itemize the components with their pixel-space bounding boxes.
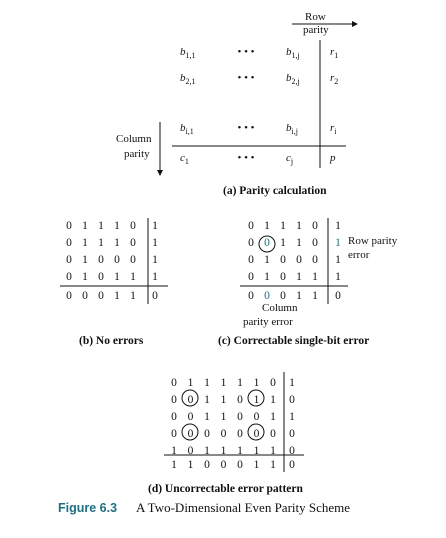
bit-r3c3: 0 [280, 254, 286, 266]
bit-r3c6: 0 [253, 411, 260, 423]
row-parity-bit-2: 1 [335, 237, 341, 249]
bit-r4c4: 0 [220, 428, 227, 440]
panel-c-grid [248, 220, 341, 302]
bit-r4c3: 0 [280, 271, 286, 283]
bit-r3c2: 1 [264, 254, 270, 266]
panel-b-no-errors [60, 218, 168, 347]
panel-a-caption: (a) Parity calculation [223, 185, 327, 197]
bit-r2c1: 0 [248, 237, 254, 249]
bit-r3c4: 0 [114, 254, 120, 266]
column-parity-bit-2: 1 [187, 459, 194, 471]
column-parity-bit-7: 1 [270, 459, 276, 471]
bit-r3c7: 1 [270, 411, 276, 423]
panel-c-correctable-error [218, 218, 398, 347]
bit-r1c4: 1 [220, 377, 227, 389]
bit-r1c1: 0 [171, 377, 177, 389]
bit-r3c1: 0 [248, 254, 254, 266]
bit-r2c1: 0 [171, 394, 177, 406]
row-parity-bit-4: 0 [289, 428, 295, 440]
ellipsis-row-1: • • • [237, 46, 255, 58]
column-parity-label-line2: parity [124, 148, 150, 160]
row-parity-label-line1: Row [305, 11, 326, 23]
corner-parity-bit: 0 [335, 290, 341, 302]
row-parity-bit-1: 1 [152, 220, 158, 232]
bit-r4c1: 0 [66, 271, 72, 283]
bit-r1c5: 0 [130, 220, 136, 232]
column-parity-arrow-head [157, 170, 163, 176]
row-parity-bit-5: 0 [289, 445, 295, 457]
bit-r4c2: 1 [82, 271, 88, 283]
bit-r2c1: 0 [66, 237, 72, 249]
bit-r2c3: 1 [98, 237, 104, 249]
bit-r2c5: 0 [130, 237, 136, 249]
bit-r4c6: 0 [253, 428, 260, 440]
column-parity-bit-1: 0 [66, 290, 72, 302]
bit-r1c2: 1 [264, 220, 270, 232]
column-parity-bit-2: 0 [264, 290, 270, 302]
bit-r2c2: 0 [264, 237, 270, 249]
row-parity-arrow-head [352, 21, 358, 27]
column-parity-bit-5: 0 [237, 459, 243, 471]
bit-r3c4: 1 [220, 411, 227, 423]
column-parity-bit-4: 1 [296, 290, 302, 302]
bit-r3c1: 0 [171, 411, 177, 423]
bit-r4c3: 0 [204, 428, 210, 440]
bit-r1c3: 1 [98, 220, 104, 232]
bit-r4c5: 1 [130, 271, 136, 283]
ellipsis-column-row: • • • [237, 152, 255, 164]
row-parity-bit-2: 0 [289, 394, 295, 406]
column-parity-bit-1: 0 [248, 290, 254, 302]
ellipsis-row-2: • • • [237, 72, 255, 84]
bit-r4c2: 1 [264, 271, 270, 283]
bit-r2c2: 1 [82, 237, 88, 249]
column-parity-bit-1: 1 [171, 459, 177, 471]
bit-r4c3: 0 [98, 271, 104, 283]
bit-r1c4: 1 [296, 220, 302, 232]
bit-r5c3: 1 [204, 445, 210, 457]
bit-r2c4: 1 [296, 237, 302, 249]
bit-r4c4: 1 [296, 271, 302, 283]
panel-d-caption: (d) Uncorrectable error pattern [148, 483, 303, 495]
bit-r2c4: 1 [114, 237, 120, 249]
row-parity-bit-1: 1 [289, 377, 295, 389]
bit-r1c4: 1 [114, 220, 120, 232]
row-parity-bit-3: 1 [335, 254, 341, 266]
cell-b-first-row-2: $b_{2,1}$ [180, 72, 196, 86]
bit-r4c2: 0 [187, 428, 194, 440]
panel-b-caption: (b) No errors [79, 335, 144, 347]
bit-r4c1: 0 [171, 428, 177, 440]
bit-r1c3: 1 [280, 220, 286, 232]
panel-a-parity-calculation [116, 11, 358, 197]
column-parity-c-last: $c_j$ [286, 152, 294, 166]
column-parity-bit-2: 0 [82, 290, 88, 302]
row-parity-r-3: $r_i$ [330, 122, 337, 136]
bit-r1c2: 1 [82, 220, 88, 232]
bit-r1c5: 1 [237, 377, 243, 389]
column-parity-bit-5: 1 [312, 290, 318, 302]
figure-caption [58, 500, 350, 515]
cell-b-last-row-3: $b_{i,j}$ [286, 122, 298, 136]
bit-r3c2: 1 [82, 254, 88, 266]
column-parity-error-label-line2: parity error [243, 316, 293, 328]
bit-r4c5: 0 [237, 428, 243, 440]
overall-parity-p: p [330, 152, 336, 164]
row-parity-bit-1: 1 [335, 220, 341, 232]
column-parity-bit-6: 1 [253, 459, 260, 471]
figure-number: Figure 6.3 [58, 501, 118, 515]
bit-r5c5: 1 [237, 445, 243, 457]
bit-r1c1: 0 [66, 220, 72, 232]
row-parity-error-label-line1: Row parity [348, 235, 398, 247]
bit-r3c3: 0 [98, 254, 104, 266]
cell-b-last-row-1: $b_{1,j}$ [286, 46, 300, 60]
bit-r3c5: 0 [130, 254, 136, 266]
bit-r2c4: 1 [220, 394, 227, 406]
bit-r4c1: 0 [248, 271, 254, 283]
bit-r4c4: 1 [114, 271, 120, 283]
row-parity-bit-3: 1 [152, 254, 158, 266]
bit-r1c7: 0 [270, 377, 276, 389]
row-parity-error-label-line2: error [348, 249, 370, 261]
bit-r3c2: 0 [187, 411, 194, 423]
column-parity-bit-3: 0 [98, 290, 104, 302]
cell-b-last-row-2: $b_{2,j}$ [286, 72, 300, 86]
row-parity-bit-4: 1 [152, 271, 158, 283]
column-parity-label-line1: Column [116, 133, 152, 145]
cell-b-first-row-1: $b_{1,1}$ [180, 46, 196, 60]
bit-r5c2: 0 [187, 445, 194, 457]
bit-r3c1: 0 [66, 254, 72, 266]
row-parity-bit-2: 1 [152, 237, 158, 249]
bit-r2c5: 0 [312, 237, 318, 249]
bit-r1c3: 1 [204, 377, 210, 389]
corner-parity-bit: 0 [289, 459, 295, 471]
bit-r2c2: 0 [187, 394, 194, 406]
bit-r5c4: 1 [220, 445, 227, 457]
column-parity-bit-5: 1 [130, 290, 136, 302]
bit-r1c5: 0 [312, 220, 318, 232]
bit-r2c3: 1 [204, 394, 210, 406]
column-parity-bit-3: 0 [204, 459, 210, 471]
bit-r4c7: 0 [270, 428, 276, 440]
column-parity-bit-3: 0 [280, 290, 286, 302]
bit-r2c7: 1 [270, 394, 276, 406]
panel-d-uncorrectable-error [148, 372, 304, 495]
bit-r3c3: 1 [204, 411, 210, 423]
bit-r3c4: 0 [296, 254, 302, 266]
ellipsis-row-3: • • • [237, 122, 255, 134]
panel-c-caption: (c) Correctable single-bit error [218, 335, 370, 347]
bit-r2c5: 0 [237, 394, 243, 406]
row-parity-bit-4: 1 [335, 271, 341, 283]
row-parity-r-1: $r_1$ [330, 46, 339, 60]
bit-r1c2: 1 [187, 377, 194, 389]
bit-r5c7: 1 [270, 445, 276, 457]
bit-r5c6: 1 [253, 445, 260, 457]
panel-b-grid [66, 220, 158, 302]
bit-r5c1: 1 [171, 445, 177, 457]
column-parity-error-label-line1: Column [262, 302, 298, 314]
column-parity-bit-4: 1 [114, 290, 120, 302]
row-parity-label-line2: parity [303, 24, 329, 36]
bit-r1c6: 1 [253, 377, 260, 389]
corner-parity-bit: 0 [152, 290, 158, 302]
figure-title: A Two-Dimensional Even Parity Scheme [136, 500, 351, 515]
row-parity-bit-3: 1 [289, 411, 295, 423]
column-parity-bit-4: 0 [220, 459, 227, 471]
column-parity-c-first: $c_1$ [180, 152, 189, 166]
row-parity-r-2: $r_2$ [330, 72, 339, 86]
bit-r1c1: 0 [248, 220, 254, 232]
bit-r3c5: 0 [312, 254, 318, 266]
bit-r3c5: 0 [237, 411, 243, 423]
bit-r4c5: 1 [312, 271, 318, 283]
bit-r2c3: 1 [280, 237, 286, 249]
bit-r2c6: 1 [253, 394, 260, 406]
cell-b-first-row-3: $b_{i,1}$ [180, 122, 194, 136]
panel-a-rows [180, 46, 338, 166]
